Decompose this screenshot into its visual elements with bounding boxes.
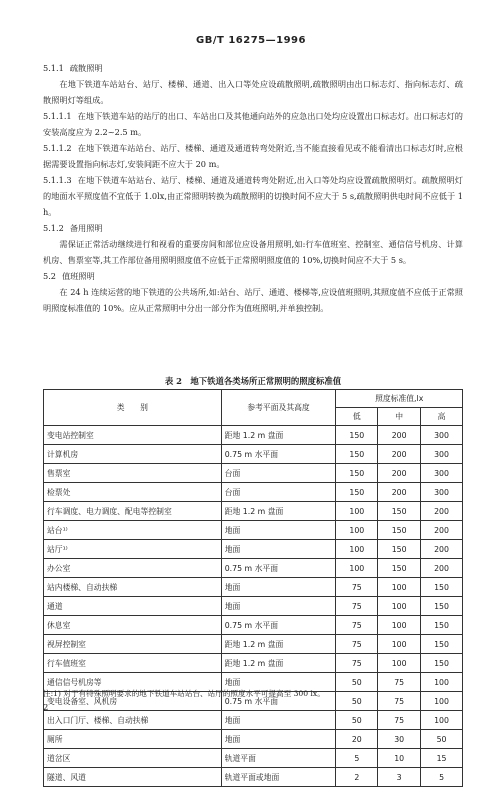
paragraph-number: 5.1.1.2 bbox=[43, 143, 72, 153]
table-row bbox=[44, 597, 463, 616]
cell-category: 售票室 bbox=[44, 464, 222, 483]
cell-mid: 100 bbox=[378, 597, 421, 616]
cell-low: 75 bbox=[336, 597, 378, 616]
cell-high: 100 bbox=[421, 711, 463, 730]
paragraph: 在地下铁道车站站台、站厅、楼梯、通道、出入口等处应设疏散照明,疏散照明由出口标志灯、指向标志灯、疏散照明灯等组成。 bbox=[43, 79, 463, 105]
cell-category: 厕所 bbox=[44, 730, 222, 749]
table-caption: 表 2 地下铁道各类场所正常照明的照度标准值 bbox=[164, 376, 342, 386]
cell-mid: 100 bbox=[378, 578, 421, 597]
cell-category: 视屏控制室 bbox=[44, 635, 222, 654]
cell-low: 50 bbox=[336, 692, 378, 711]
col-lux-header: 照度标准值,lx bbox=[336, 390, 463, 408]
cell-category: 检票处 bbox=[44, 483, 222, 502]
cell-high: 300 bbox=[421, 426, 463, 445]
cell-plane: 轨道平面或地面 bbox=[221, 768, 336, 787]
cell-plane: 地面 bbox=[221, 730, 336, 749]
cell-category: 通道 bbox=[44, 597, 222, 616]
cell-high: 100 bbox=[421, 673, 463, 692]
paragraph-number: 5.1.1.1 bbox=[43, 111, 72, 121]
table-row bbox=[44, 635, 463, 654]
cell-mid: 10 bbox=[378, 749, 421, 768]
cell-low: 150 bbox=[336, 445, 378, 464]
paragraph-text: 在地下铁道车站的站厅的出口、车站出口及其他通向站外的应急出口处均应设置出口标志灯。出口标志灯的安装高度应为 2.2~2.5 m。 bbox=[43, 111, 463, 137]
page-number: 2 bbox=[43, 702, 49, 712]
document-body bbox=[43, 60, 463, 316]
cell-low: 75 bbox=[336, 578, 378, 597]
cell-high: 150 bbox=[421, 578, 463, 597]
cell-mid: 150 bbox=[378, 559, 421, 578]
cell-high: 200 bbox=[421, 521, 463, 540]
cell-high: 15 bbox=[421, 749, 463, 768]
cell-category: 休息室 bbox=[44, 616, 222, 635]
cell-category: 变电设备室、风机房 bbox=[44, 692, 222, 711]
cell-mid: 75 bbox=[378, 673, 421, 692]
cell-high: 150 bbox=[421, 616, 463, 635]
cell-plane: 台面 bbox=[221, 483, 336, 502]
cell-plane: 距地 1.2 m 盘面 bbox=[221, 502, 336, 521]
cell-mid: 200 bbox=[378, 464, 421, 483]
cell-low: 100 bbox=[336, 559, 378, 578]
table-row bbox=[44, 445, 463, 464]
cell-plane: 0.75 m 水平面 bbox=[221, 445, 336, 464]
cell-low: 75 bbox=[336, 616, 378, 635]
cell-low: 5 bbox=[336, 749, 378, 768]
cell-plane: 地面 bbox=[221, 597, 336, 616]
cell-category: 行车调度、电力调度、配电等控制室 bbox=[44, 502, 222, 521]
cell-plane: 距地 1.2 m 盘面 bbox=[221, 654, 336, 673]
cell-low: 50 bbox=[336, 673, 378, 692]
cell-mid: 100 bbox=[378, 616, 421, 635]
standard-header: GB/T 16275—1996 bbox=[196, 35, 306, 46]
cell-low: 20 bbox=[336, 730, 378, 749]
cell-low: 100 bbox=[336, 502, 378, 521]
cell-category: 出入口门厅、楼梯、自动扶梯 bbox=[44, 711, 222, 730]
cell-low: 150 bbox=[336, 483, 378, 502]
cell-category: 计算机房 bbox=[44, 445, 222, 464]
section-heading bbox=[43, 268, 463, 284]
table-row bbox=[44, 559, 463, 578]
cell-low: 100 bbox=[336, 521, 378, 540]
cell-low: 150 bbox=[336, 464, 378, 483]
cell-mid: 30 bbox=[378, 730, 421, 749]
table-note: 注:1) 对于有特殊照明要求的地下铁道车站站台、站厅的照度水平可提高至 300 lx。 bbox=[43, 689, 325, 698]
paragraph-number: 5.1.1.3 bbox=[43, 175, 72, 185]
table-row bbox=[44, 426, 463, 445]
cell-high: 200 bbox=[421, 540, 463, 559]
cell-plane: 0.75 m 水平面 bbox=[221, 692, 336, 711]
numbered-paragraph bbox=[43, 172, 463, 220]
cell-plane: 地面 bbox=[221, 540, 336, 559]
cell-category: 隧道、风道 bbox=[44, 768, 222, 787]
cell-category: 站内楼梯、自动扶梯 bbox=[44, 578, 222, 597]
col-low-header: 低 bbox=[336, 408, 378, 426]
cell-plane: 0.75 m 水平面 bbox=[221, 559, 336, 578]
cell-mid: 75 bbox=[378, 692, 421, 711]
numbered-paragraph bbox=[43, 108, 463, 140]
cell-high: 150 bbox=[421, 654, 463, 673]
cell-category: 道岔区 bbox=[44, 749, 222, 768]
section-number: 5.1.2 bbox=[43, 223, 64, 233]
paragraph-text: 在地下铁道车站站台、站厅、楼梯、通道及通道转弯处附近,出入口等处均应设置疏散照明灯。疏散照明灯的地面水平照度值不宜低于 1.0lx,由正常照明转换为疏散照明的切换时间不应大于 5 s,疏散照明供电时间不应低于 1 h。 bbox=[43, 175, 463, 217]
col-high-header: 高 bbox=[421, 408, 463, 426]
cell-high: 150 bbox=[421, 635, 463, 654]
paragraph: 在 24 h 连续运营的地下铁道的公共场所,如:站台、站厅、通道、楼梯等,应设值班照明,其照度值不应低于正常照明照度标准值的 10%。应从正常照明中分出一部分作为值班照明,并单独控制。 bbox=[43, 287, 463, 313]
table-row bbox=[44, 616, 463, 635]
cell-mid: 200 bbox=[378, 483, 421, 502]
paragraph-text: 在地下铁道车站站台、站厅、楼梯、通道及通道转弯处附近,当不能直接看见或不能看清出口标志灯时,应根据需要设置指向标志灯,安装间距不应大于 20 m。 bbox=[43, 143, 463, 169]
cell-mid: 200 bbox=[378, 445, 421, 464]
col-category-header: 类 别 bbox=[44, 390, 222, 426]
cell-low: 75 bbox=[336, 635, 378, 654]
cell-high: 200 bbox=[421, 559, 463, 578]
cell-mid: 100 bbox=[378, 654, 421, 673]
cell-plane: 0.75 m 水平面 bbox=[221, 616, 336, 635]
cell-mid: 100 bbox=[378, 635, 421, 654]
cell-mid: 75 bbox=[378, 711, 421, 730]
cell-plane: 地面 bbox=[221, 673, 336, 692]
cell-plane: 台面 bbox=[221, 464, 336, 483]
cell-low: 75 bbox=[336, 654, 378, 673]
section-title: 备用照明 bbox=[69, 223, 103, 233]
cell-category: 变电站控制室 bbox=[44, 426, 222, 445]
table-row bbox=[44, 502, 463, 521]
table-row bbox=[44, 730, 463, 749]
cell-category: 通信信号机房等 bbox=[44, 673, 222, 692]
table-row bbox=[44, 540, 463, 559]
cell-plane: 地面 bbox=[221, 578, 336, 597]
paragraph: 需保证正常活动继续进行和视看的重要房间和部位应设备用照明,如:行车值班室、控制室、通信信号机房、计算机房、售票室等,其工作部位备用照明照度值不应低于正常照明照度值的 10%,切换时间应不大于 5 s。 bbox=[43, 239, 463, 265]
cell-mid: 150 bbox=[378, 540, 421, 559]
cell-low: 50 bbox=[336, 711, 378, 730]
section-number: 5.2 bbox=[43, 271, 57, 281]
cell-plane: 轨道平面 bbox=[221, 749, 336, 768]
col-mid-header: 中 bbox=[378, 408, 421, 426]
cell-mid: 150 bbox=[378, 502, 421, 521]
illuminance-table bbox=[43, 389, 463, 787]
table-row bbox=[44, 654, 463, 673]
table-row bbox=[44, 578, 463, 597]
cell-category: 办公室 bbox=[44, 559, 222, 578]
cell-high: 50 bbox=[421, 730, 463, 749]
cell-high: 150 bbox=[421, 597, 463, 616]
cell-high: 100 bbox=[421, 692, 463, 711]
col-plane-header: 参考平面及其高度 bbox=[221, 390, 336, 426]
table-row bbox=[44, 749, 463, 768]
table-row bbox=[44, 464, 463, 483]
numbered-paragraph bbox=[43, 140, 463, 172]
cell-high: 300 bbox=[421, 464, 463, 483]
table-body bbox=[44, 426, 463, 787]
cell-category: 站厅¹⁾ bbox=[44, 540, 222, 559]
table-row bbox=[44, 711, 463, 730]
table-row bbox=[44, 521, 463, 540]
section-title: 疏散照明 bbox=[69, 63, 103, 73]
table-row bbox=[44, 483, 463, 502]
cell-high: 300 bbox=[421, 483, 463, 502]
cell-mid: 200 bbox=[378, 426, 421, 445]
cell-plane: 地面 bbox=[221, 711, 336, 730]
cell-category: 行车值班室 bbox=[44, 654, 222, 673]
cell-low: 2 bbox=[336, 768, 378, 787]
cell-mid: 150 bbox=[378, 521, 421, 540]
cell-plane: 地面 bbox=[221, 521, 336, 540]
section-number: 5.1.1 bbox=[43, 63, 64, 73]
cell-plane: 距地 1.2 m 盘面 bbox=[221, 635, 336, 654]
table-row bbox=[44, 768, 463, 787]
cell-mid: 3 bbox=[378, 768, 421, 787]
cell-high: 300 bbox=[421, 445, 463, 464]
cell-low: 150 bbox=[336, 426, 378, 445]
cell-category: 站台¹⁾ bbox=[44, 521, 222, 540]
cell-high: 200 bbox=[421, 502, 463, 521]
section-title: 值班照明 bbox=[62, 271, 95, 281]
section-heading bbox=[43, 60, 463, 76]
cell-high: 5 bbox=[421, 768, 463, 787]
section-heading bbox=[43, 220, 463, 236]
cell-plane: 距地 1.2 m 盘面 bbox=[221, 426, 336, 445]
cell-low: 100 bbox=[336, 540, 378, 559]
